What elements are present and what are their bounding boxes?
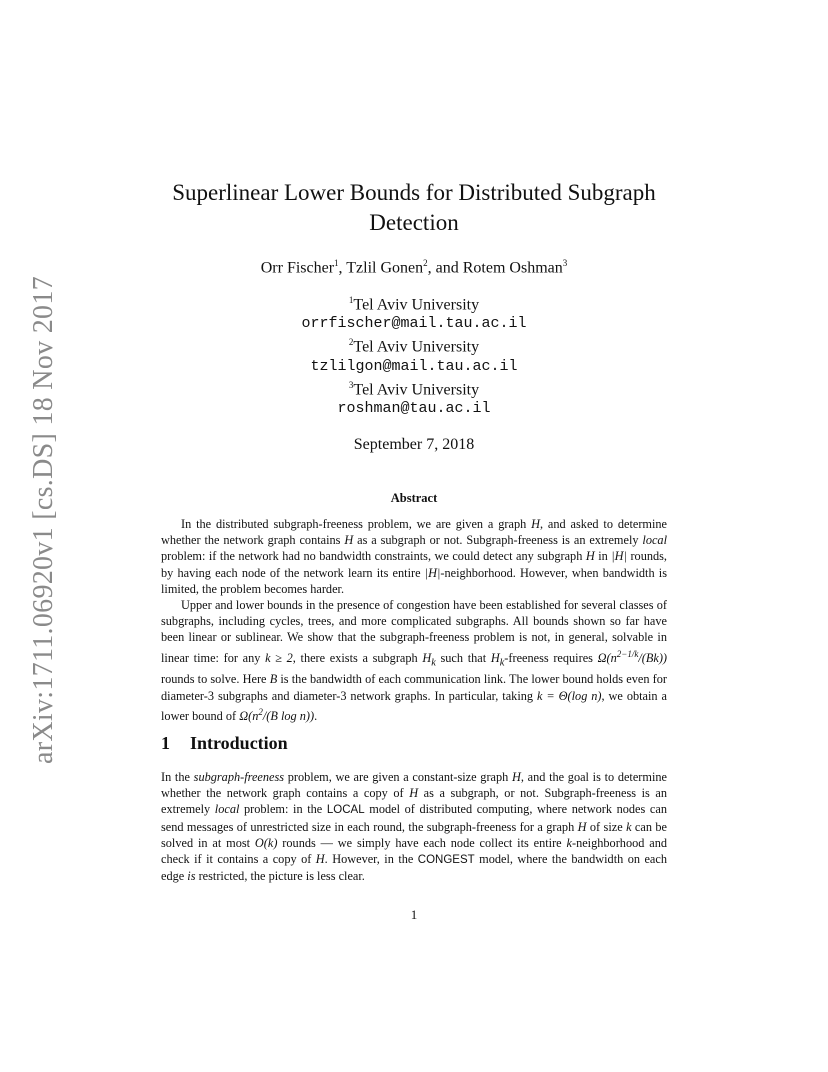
institution-name: Tel Aviv University <box>353 338 480 356</box>
emphasis: is <box>187 869 196 884</box>
emphasis: subgraph-freeness <box>193 770 285 784</box>
author-email[interactable]: tzlilgon@mail.tau.ac.il <box>310 357 518 375</box>
affiliation-institution <box>0 376 828 399</box>
text-run: problem, we are given a constant-size graph <box>284 770 512 784</box>
text-run: problem: in the <box>239 802 327 817</box>
math-subscript: k <box>431 657 436 669</box>
introduction-body <box>161 769 667 884</box>
text-run: -neighborhood. However, when bandwidth is limited, the problem becomes harder. <box>161 565 667 596</box>
text-run: in <box>594 549 612 564</box>
author-affiliation-mark: 2 <box>423 258 428 268</box>
math-symbol: k <box>626 819 632 834</box>
math-symbol: H <box>344 533 354 548</box>
text-run: , and asked to determine whether the network graph contains <box>161 517 667 548</box>
math-symbol: /(Bk)) <box>638 650 668 665</box>
text-run: In the distributed subgraph-freeness problem, we are given a graph <box>181 517 532 531</box>
text-run: problem: if the network had no bandwidth constraints, we could detect any subgraph <box>161 549 586 564</box>
affiliation-mark: 3 <box>348 379 354 390</box>
section-number: 1 <box>161 733 170 753</box>
math-symbol: |H| <box>611 549 627 564</box>
author-affiliation-mark: 3 <box>562 258 568 268</box>
section-title: Introduction <box>190 733 288 753</box>
math-symbol: H <box>585 549 595 564</box>
model-name: CONGEST <box>417 854 475 867</box>
emphasis: local <box>642 533 667 548</box>
author-name: Tzlil Gonen <box>346 259 424 277</box>
emphasis: local <box>214 802 240 817</box>
math-symbol: H <box>577 819 587 834</box>
text-run: . However, in the <box>324 852 418 867</box>
text-run: model of distributed computing, where network nodes can send messages of unrestricted size in each round, the subgraph-freeness for a graph <box>161 802 667 834</box>
text-run: model, where the bandwidth on each edge <box>161 852 667 884</box>
publication-date: September 7, 2018 <box>353 436 475 453</box>
math-symbol: H <box>409 786 419 801</box>
math-symbol: Ω(n <box>597 650 617 665</box>
abstract-paragraph <box>161 516 667 597</box>
text-run: as a subgraph, or not. Subgraph-freeness is an extremely <box>161 786 667 817</box>
institution-name: Tel Aviv University <box>353 380 480 398</box>
text-run: In the <box>161 770 194 784</box>
math-superscript: 2 <box>258 706 263 717</box>
introduction-paragraph <box>161 769 667 884</box>
abstract-body <box>161 516 667 724</box>
text-run: -freeness requires <box>504 650 598 665</box>
math-subscript: k <box>499 657 505 669</box>
affiliation-mark: 2 <box>348 337 354 348</box>
text-run: restricted, the picture is less clear. <box>195 869 365 884</box>
math-symbol: H <box>490 650 500 665</box>
author-name: Rotem Oshman <box>462 259 563 277</box>
affiliation-mark: 1 <box>348 295 354 305</box>
text-run: , and the goal is to determine whether the network graph contains a copy of <box>161 770 667 801</box>
paper-title-line-1: Superlinear Lower Bounds for Distributed Subgraph <box>172 180 656 205</box>
author-email[interactable]: orrfischer@mail.tau.ac.il <box>301 315 527 333</box>
text-run: , there exists a subgraph <box>292 650 423 665</box>
page-number: 1 <box>410 907 418 922</box>
math-symbol: H <box>511 770 521 784</box>
math-symbol: |H| <box>424 565 441 580</box>
text-run: Upper and lower bounds in the presence of congestion have been established for several classes of subgraphs, including cycles, trees, and more complicated subgraphs. All bounds shown so far have been linear or sublinear. We show that the subgraph-freeness problem is not, in general, solvable in linear time: for any <box>161 598 667 665</box>
math-symbol: /(B log n)) <box>262 708 315 723</box>
author-list: Orr Fischer$^1$, Tzlil Gonen$^2$, and Rotem Oshman$^3$ <box>260 258 568 277</box>
text-run: rounds to solve. Here <box>161 672 270 687</box>
text-run: such that <box>435 650 491 665</box>
text-run: as a subgraph or not. Subgraph-freeness is an extremely <box>353 533 643 548</box>
text-run: rounds — we simply have each node collect its entire <box>277 835 567 850</box>
author-name: Orr Fischer <box>260 259 335 277</box>
author-email[interactable]: roshman@tau.ac.il <box>337 399 491 417</box>
institution-name: Tel Aviv University <box>353 296 480 314</box>
author-affiliation-mark: 1 <box>334 258 339 268</box>
math-superscript: 2−1/k <box>616 648 639 659</box>
text-run: can be solved in at most <box>161 819 667 850</box>
math-symbol: k <box>566 835 572 850</box>
affiliation-block <box>0 291 828 418</box>
math-symbol: H <box>531 517 540 531</box>
math-symbol: B <box>269 672 278 687</box>
abstract-paragraph <box>161 597 667 724</box>
text-run: -neighborhood and check if it contains a copy of <box>161 835 667 867</box>
math-symbol: H <box>315 852 325 867</box>
text-run: . <box>314 708 318 723</box>
math-symbol: O(k) <box>254 835 278 850</box>
math-symbol: Ω(n <box>239 708 259 723</box>
affiliation-institution <box>0 333 828 356</box>
model-name: LOCAL <box>326 804 365 817</box>
math-symbol: H <box>422 650 432 665</box>
math-symbol: k = Θ(log n) <box>537 688 602 703</box>
affiliation-institution <box>0 291 828 314</box>
text-run: rounds, by having each node of the network learn its entire <box>161 549 667 580</box>
text-run: , we obtain a lower bound of <box>161 688 667 723</box>
paper-title <box>0 178 828 238</box>
text-run: is the bandwidth of each communication link. The lower bound holds even for diameter-3 subgraphs and diameter-3 network graphs. In particular, taking <box>161 672 667 703</box>
math-symbol: k ≥ 2 <box>265 650 293 665</box>
text-run: of size <box>586 819 627 834</box>
paper-title-line-2: Detection <box>369 210 459 235</box>
arxiv-identifier-stamp: arXiv:1711.06920v1 [cs.DS] 18 Nov 2017 <box>28 276 59 764</box>
abstract-heading: Abstract <box>390 491 438 505</box>
section-heading <box>161 733 288 754</box>
